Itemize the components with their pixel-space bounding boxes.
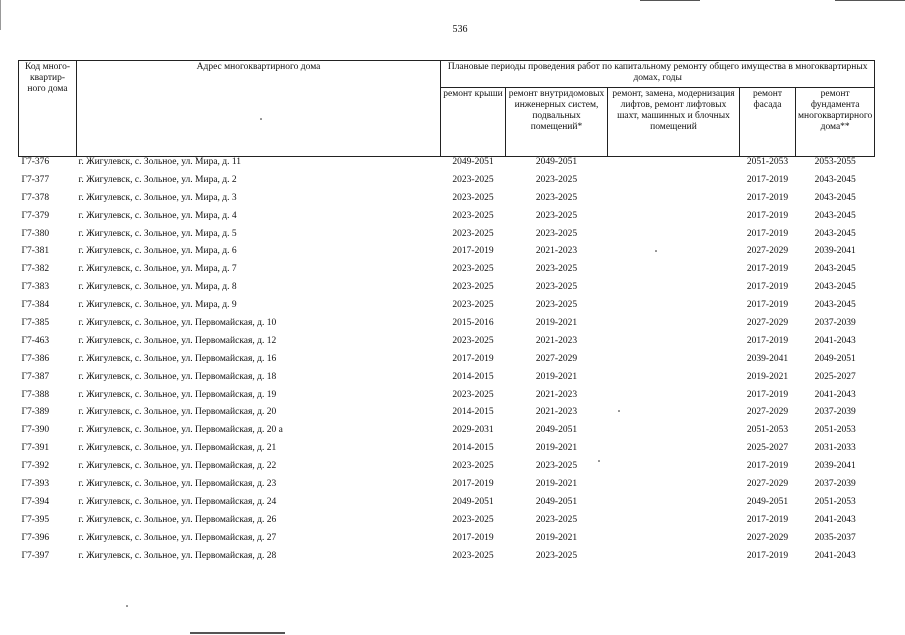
row-address: г. Жигулевск, с. Зольное, ул. Мира, д. 4	[78, 210, 237, 221]
row-systems-period: 2019-2021	[535, 532, 578, 543]
table-row	[19, 300, 875, 318]
row-address: г. Жигулевск, с. Зольное, ул. Мира, д. 6	[78, 246, 237, 257]
row-elevators-period	[608, 300, 740, 318]
row-code: Г7-396	[21, 532, 50, 543]
row-code: Г7-397	[21, 550, 50, 561]
row-facade-period: 2017-2019	[746, 300, 789, 311]
row-facade-period: 2027-2029	[746, 318, 789, 329]
row-facade-period: 2027-2029	[746, 532, 789, 543]
table-row	[19, 461, 875, 479]
row-code: Г7-389	[21, 407, 50, 418]
page-number: 536	[452, 24, 468, 35]
row-systems-period: 2019-2021	[535, 443, 578, 454]
row-facade-period: 2017-2019	[746, 264, 789, 275]
row-code: Г7-390	[21, 425, 50, 436]
row-roof-period: 2023-2025	[452, 550, 494, 561]
row-code: Г7-379	[21, 210, 50, 221]
row-facade-period: 2017-2019	[746, 461, 789, 472]
row-facade-period: 2017-2019	[746, 210, 789, 221]
capital-repair-table	[18, 60, 875, 568]
row-foundation-period: 2051-2053	[814, 496, 856, 507]
row-address: г. Жигулевск, с. Зольное, ул. Первомайская, д. 16	[78, 353, 277, 364]
row-facade-period: 2051-2053	[746, 157, 789, 167]
row-systems-period: 2023-2025	[535, 550, 578, 561]
row-systems-period: 2021-2023	[535, 389, 578, 400]
row-systems-period: 2023-2025	[535, 228, 578, 239]
table-body	[19, 157, 875, 569]
row-address: г. Жигулевск, с. Зольное, ул. Первомайская, д. 22	[78, 461, 277, 472]
row-elevators-period	[608, 407, 740, 425]
row-address: г. Жигулевск, с. Зольное, ул. Первомайская, д. 12	[78, 335, 277, 346]
row-systems-period: 2021-2023	[535, 407, 578, 418]
row-elevators-period	[608, 229, 740, 247]
row-systems-period: 2023-2025	[535, 300, 578, 311]
row-foundation-period: 2043-2045	[814, 300, 856, 311]
row-facade-period: 2017-2019	[746, 514, 789, 525]
row-address: г. Жигулевск, с. Зольное, ул. Мира, д. 2	[78, 174, 237, 185]
row-code: Г7-384	[21, 300, 50, 311]
row-elevators-period	[608, 264, 740, 282]
row-systems-period: 2023-2025	[535, 282, 578, 293]
header-periods-group: Плановые периоды проведения работ по капитальному ремонту общего имущества в многоквартирных домах, годы	[441, 61, 875, 88]
row-facade-period: 2027-2029	[746, 479, 789, 490]
row-foundation-period: 2043-2045	[814, 228, 856, 239]
row-facade-period: 2025-2027	[746, 443, 789, 454]
row-address: г. Жигулевск, с. Зольное, ул. Первомайская, д. 28	[78, 550, 277, 561]
row-address: г. Жигулевск, с. Зольное, ул. Мира, д. 8	[78, 282, 237, 293]
row-facade-period: 2017-2019	[746, 335, 789, 346]
table-row	[19, 425, 875, 443]
row-roof-period: 2023-2025	[452, 174, 494, 185]
header-foundation: ремонт фундамента многоквартирного дома**	[796, 88, 875, 157]
row-systems-period: 2027-2029	[535, 353, 578, 364]
row-address: г. Жигулевск, с. Зольное, ул. Первомайская, д. 20 а	[78, 425, 283, 436]
row-facade-period: 2017-2019	[746, 192, 789, 203]
row-code: Г7-388	[21, 389, 50, 400]
row-elevators-period	[608, 193, 740, 211]
row-elevators-period	[608, 497, 740, 515]
row-code: Г7-378	[21, 192, 50, 203]
row-systems-period: 2019-2021	[535, 479, 578, 490]
row-foundation-period: 2037-2039	[814, 407, 856, 418]
row-foundation-period: 2043-2045	[814, 192, 856, 203]
table-row	[19, 246, 875, 264]
row-address: г. Жигулевск, с. Зольное, ул. Первомайская, д. 19	[78, 389, 277, 400]
header-facade: ремонт фасада	[740, 88, 796, 157]
row-foundation-period: 2051-2053	[814, 425, 856, 436]
row-code: Г7-383	[21, 282, 50, 293]
row-foundation-period: 2041-2043	[814, 550, 856, 561]
row-foundation-period: 2025-2027	[814, 371, 856, 382]
table-row	[19, 390, 875, 408]
row-facade-period: 2049-2051	[746, 496, 789, 507]
row-foundation-period: 2039-2041	[814, 246, 856, 257]
table-row	[19, 282, 875, 300]
row-elevators-period	[608, 318, 740, 336]
row-roof-period: 2017-2019	[452, 479, 494, 490]
row-address: г. Жигулевск, с. Зольное, ул. Мира, д. 3	[78, 192, 237, 203]
header-code: Код много-квартир-ного дома	[19, 61, 77, 157]
row-address: г. Жигулевск, с. Зольное, ул. Первомайская, д. 20	[78, 407, 277, 418]
row-systems-period: 2023-2025	[535, 210, 578, 221]
header-systems: ремонт внутридомовых инженерных систем, подвальных помещений*	[506, 88, 608, 157]
row-elevators-period	[608, 551, 740, 569]
row-foundation-period: 2039-2041	[814, 461, 856, 472]
row-elevators-period	[608, 211, 740, 229]
scan-mark-bottom	[190, 632, 285, 634]
row-systems-period: 2049-2051	[535, 425, 578, 436]
row-code: Г7-381	[21, 246, 50, 257]
table-row	[19, 211, 875, 229]
row-facade-period: 2017-2019	[746, 389, 789, 400]
row-foundation-period: 2043-2045	[814, 282, 856, 293]
row-code: Г7-377	[21, 174, 50, 185]
row-roof-period: 2023-2025	[452, 514, 494, 525]
row-elevators-period	[608, 246, 740, 264]
row-code: Г7-385	[21, 318, 50, 329]
row-elevators-period	[608, 533, 740, 551]
row-roof-period: 2017-2019	[452, 353, 494, 364]
row-roof-period: 2049-2051	[452, 157, 494, 167]
table-row	[19, 515, 875, 533]
row-roof-period: 2023-2025	[452, 264, 494, 275]
table-row	[19, 229, 875, 247]
row-code: Г7-463	[21, 335, 50, 346]
scan-mark-top-right	[835, 0, 905, 1]
row-address: г. Жигулевск, с. Зольное, ул. Первомайская, д. 24	[78, 496, 277, 507]
row-roof-period: 2023-2025	[452, 461, 494, 472]
row-systems-period: 2049-2051	[535, 496, 578, 507]
table-row	[19, 551, 875, 569]
row-facade-period: 2019-2021	[746, 371, 789, 382]
header-roof: ремонт крыши	[441, 88, 506, 157]
table-row	[19, 354, 875, 372]
row-foundation-period: 2041-2043	[814, 335, 856, 346]
scan-mark-top	[640, 0, 700, 1]
row-code: Г7-395	[21, 514, 50, 525]
row-code: Г7-391	[21, 443, 50, 454]
scan-speck	[655, 250, 657, 252]
header-elevators: ремонт, замена, модернизация лифтов, ремонт лифтовых шахт, машинных и блочных помещений	[608, 88, 740, 157]
row-roof-period: 2023-2025	[452, 300, 494, 311]
row-foundation-period: 2041-2043	[814, 389, 856, 400]
table-row	[19, 443, 875, 461]
row-code: Г7-393	[21, 479, 50, 490]
row-roof-period: 2017-2019	[452, 246, 494, 257]
row-code: Г7-394	[21, 496, 50, 507]
row-address: г. Жигулевск, с. Зольное, ул. Первомайская, д. 21	[78, 443, 277, 454]
table-row	[19, 336, 875, 354]
row-foundation-period: 2043-2045	[814, 264, 856, 275]
row-foundation-period: 2053-2055	[814, 157, 856, 167]
row-facade-period: 2017-2019	[746, 282, 789, 293]
row-elevators-period	[608, 390, 740, 408]
scan-speck	[126, 605, 128, 607]
row-code: Г7-392	[21, 461, 50, 472]
row-elevators-period	[608, 282, 740, 300]
row-roof-period: 2023-2025	[452, 210, 494, 221]
table-row	[19, 157, 875, 175]
scan-mark-left-edge	[0, 0, 1, 30]
row-foundation-period: 2043-2045	[814, 210, 856, 221]
row-roof-period: 2014-2015	[452, 407, 494, 418]
row-code: Г7-380	[21, 228, 50, 239]
table-row	[19, 533, 875, 551]
table-row	[19, 407, 875, 425]
row-facade-period: 2017-2019	[746, 550, 789, 561]
row-facade-period: 2017-2019	[746, 174, 789, 185]
row-roof-period: 2023-2025	[452, 192, 494, 203]
table-row	[19, 193, 875, 211]
row-address: г. Жигулевск, с. Зольное, ул. Первомайская, д. 10	[78, 318, 277, 329]
row-foundation-period: 2035-2037	[814, 532, 856, 543]
row-address: г. Жигулевск, с. Зольное, ул. Мира, д. 11	[78, 157, 242, 167]
row-elevators-period	[608, 336, 740, 354]
row-roof-period: 2029-2031	[452, 425, 494, 436]
row-roof-period: 2014-2015	[452, 371, 494, 382]
scan-speck	[618, 410, 620, 412]
table-row	[19, 264, 875, 282]
row-systems-period: 2021-2023	[535, 335, 578, 346]
row-roof-period: 2023-2025	[452, 335, 494, 346]
row-systems-period: 2023-2025	[535, 461, 578, 472]
row-roof-period: 2023-2025	[452, 389, 494, 400]
row-roof-period: 2049-2051	[452, 496, 494, 507]
row-foundation-period: 2043-2045	[814, 174, 856, 185]
row-foundation-period: 2031-2033	[814, 443, 856, 454]
row-roof-period: 2023-2025	[452, 228, 494, 239]
table-row	[19, 497, 875, 515]
row-foundation-period: 2037-2039	[814, 479, 856, 490]
row-facade-period: 2051-2053	[746, 425, 789, 436]
row-elevators-period	[608, 372, 740, 390]
row-address: г. Жигулевск, с. Зольное, ул. Первомайская, д. 18	[78, 371, 277, 382]
row-elevators-period	[608, 157, 740, 175]
row-roof-period: 2014-2015	[452, 443, 494, 454]
table-row	[19, 479, 875, 497]
row-systems-period: 2023-2025	[535, 264, 578, 275]
row-roof-period: 2023-2025	[452, 282, 494, 293]
row-systems-period: 2023-2025	[535, 174, 578, 185]
row-roof-period: 2017-2019	[452, 532, 494, 543]
row-facade-period: 2017-2019	[746, 228, 789, 239]
row-address: г. Жигулевск, с. Зольное, ул. Первомайская, д. 27	[78, 532, 277, 543]
row-foundation-period: 2049-2051	[814, 353, 856, 364]
row-systems-period: 2023-2025	[535, 514, 578, 525]
table-row	[19, 175, 875, 193]
row-address: г. Жигулевск, с. Зольное, ул. Первомайская, д. 26	[78, 514, 277, 525]
table-row	[19, 318, 875, 336]
row-systems-period: 2019-2021	[535, 318, 578, 329]
row-code: Г7-387	[21, 371, 50, 382]
row-foundation-period: 2041-2043	[814, 514, 856, 525]
table-row	[19, 372, 875, 390]
row-address: г. Жигулевск, с. Зольное, ул. Мира, д. 7	[78, 264, 237, 275]
header-address: Адрес многоквартирного дома	[77, 61, 441, 157]
row-systems-period: 2019-2021	[535, 371, 578, 382]
row-address: г. Жигулевск, с. Зольное, ул. Мира, д. 9	[78, 300, 237, 311]
row-systems-period: 2021-2023	[535, 246, 578, 257]
row-elevators-period	[608, 354, 740, 372]
row-facade-period: 2027-2029	[746, 407, 789, 418]
row-elevators-period	[608, 425, 740, 443]
row-facade-period: 2027-2029	[746, 246, 789, 257]
row-elevators-period	[608, 443, 740, 461]
row-code: Г7-376	[21, 157, 50, 167]
row-elevators-period	[608, 479, 740, 497]
scan-speck	[260, 118, 262, 120]
row-systems-period: 2049-2051	[535, 157, 578, 167]
row-elevators-period	[608, 461, 740, 479]
row-foundation-period: 2037-2039	[814, 318, 856, 329]
row-elevators-period	[608, 175, 740, 193]
row-elevators-period	[608, 515, 740, 533]
row-facade-period: 2039-2041	[746, 353, 789, 364]
row-address: г. Жигулевск, с. Зольное, ул. Первомайская, д. 23	[78, 479, 277, 490]
scan-speck	[598, 460, 600, 462]
row-code: Г7-386	[21, 353, 50, 364]
row-address: г. Жигулевск, с. Зольное, ул. Мира, д. 5	[78, 228, 237, 239]
row-systems-period: 2023-2025	[535, 192, 578, 203]
row-roof-period: 2015-2016	[452, 318, 494, 329]
row-code: Г7-382	[21, 264, 50, 275]
